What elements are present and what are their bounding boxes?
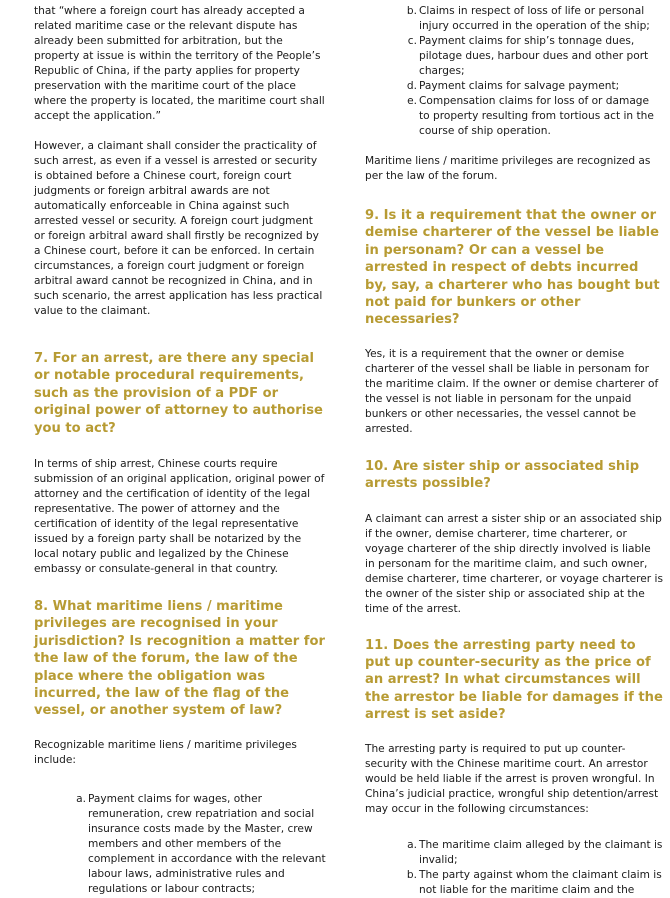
list-item-text: Payment claims for wages, other remuneration, crew repatriation and social insurance costs made by the Master, crew members and other members of the complement in accordance with the relevant labour laws, administrative rules and regulations or labour contracts; — [88, 792, 326, 895]
list-item-text: The party against whom the claimant claim is not liable for the maritime claim and the — [419, 868, 662, 896]
list-marker: c. — [407, 35, 417, 47]
list-item — [407, 34, 663, 79]
answer-10-paragraph: A claimant can arrest a sister ship or an associated ship if the owner, demise charterer, time charterer, or voyage charterer of the ship directly involved is liable in personam for the maritime claim, and such owner, demise charterer, time charterer, or voyage charterer is the owner of the sister ship or associated ship at the time of the arrest. — [365, 512, 663, 615]
question-8-heading: 8. What maritime liens / maritime privileges are recognised in your jurisdiction? Is recognition a matter for the law of the forum, the law of the place where the obligation was incurred, the law of the flag of the vessel, or another system of law? — [34, 599, 325, 719]
list-marker: e. — [407, 95, 417, 107]
wrongful-arrest-list — [406, 838, 663, 898]
question-10-heading: 10. Are sister ship or associated ship arrests possible? — [365, 458, 640, 492]
list-marker: a. — [407, 838, 417, 851]
answer-11-paragraph: The arresting party is required to put up counter-security with the Chinese maritime court. An arrestor would be held liable if the arrest is proven wrongful. In China’s judicial practice, wrongful ship detention/arrest may occur in the following circumstances: — [365, 742, 659, 815]
list-item-text: Claims in respect of loss of life or personal injury occurred in the operation of the ship; — [419, 5, 650, 32]
intro-paragraph: that “where a foreign court has already accepted a related maritime case or the relevant dispute has already been submitted for arbitration, but the property at issue is within the territory of the People’s Republic of China, if the party applies for property preservation with the maritime court of the place where the property is located, the maritime court shall accept the application.” — [34, 5, 325, 122]
liens-list-left — [76, 792, 326, 897]
list-item-text: Payment claims for salvage payment; — [419, 80, 620, 92]
answer-9-paragraph: Yes, it is a requirement that the owner or demise charterer of the vessel shall be liable in personam for the maritime claim. If the owner or demise charterer of the vessel is not liable in personam for the unpaid bunkers or other necessaries, the vessel cannot be arrested. — [365, 347, 659, 435]
liens-list-right — [406, 4, 663, 139]
list-item-text: Compensation claims for loss of or damage to property resulting from tortious act in the course of ship operation. — [419, 95, 654, 137]
list-item — [406, 79, 663, 94]
list-item-text: Payment claims for ship’s tonnage dues, pilotage dues, harbour dues and other port charges; — [419, 35, 649, 77]
list-marker: d. — [406, 80, 417, 92]
right-column — [365, 4, 663, 898]
list-item — [76, 792, 326, 897]
list-item-text: The maritime claim alleged by the claimant is invalid; — [419, 838, 663, 866]
question-9-heading: 9. Is it a requirement that the owner or demise charterer of the vessel be liable in personam? Or can a vessel be arrested in respect of debts incurred by, say, a charterer who has bought but not paid for bunkers or other necessaries? — [365, 208, 660, 328]
list-item — [406, 4, 663, 34]
left-column — [34, 4, 326, 897]
list-item — [407, 94, 663, 139]
however-paragraph: However, a claimant shall consider the practicality of such arrest, as even if a vessel is arrested or security is obtained before a Chinese court, foreign court judgments or foreign arbitral awards are not automatically enforceable in China against such arrested vessel or security. A foreign court judgment or foreign arbitral award shall firstly be recognized by a Chinese court, before it can be enforced. In certain circumstances, a foreign court judgment or foreign arbitral award cannot be recognized in China, and in such scenario, the arrest application has less practical value to the claimant. — [34, 140, 323, 317]
list-item — [406, 868, 663, 898]
list-marker: b. — [406, 5, 417, 17]
answer-8-paragraph: Recognizable maritime liens / maritime privileges include: — [34, 738, 297, 766]
question-11-heading: 11. Does the arresting party need to put up counter-security as the price of an arrest? In what circumstances will the arrestor be liable for damages if the arrest is set aside? — [365, 637, 663, 723]
list-marker: b. — [406, 868, 417, 881]
answer-7-paragraph: In terms of ship arrest, Chinese courts require submission of an original application, original power of attorney and the certification of identity of the legal representative. The power of attorney and the certification of identity of the legal representative issued by a foreign party shall be notarized by the local notary public and legalized by the Chinese embassy or consulate-general in that country. — [34, 458, 325, 576]
list-marker: a. — [76, 792, 86, 805]
question-7-heading: 7. For an arrest, are there any special or notable procedural requirements, such as the provision of a PDF or original power of attorney to authorise you to act? — [34, 351, 323, 436]
list-item — [407, 838, 663, 868]
liens-law-paragraph: Maritime liens / maritime privileges are recognized as per the law of the forum. — [365, 155, 651, 182]
